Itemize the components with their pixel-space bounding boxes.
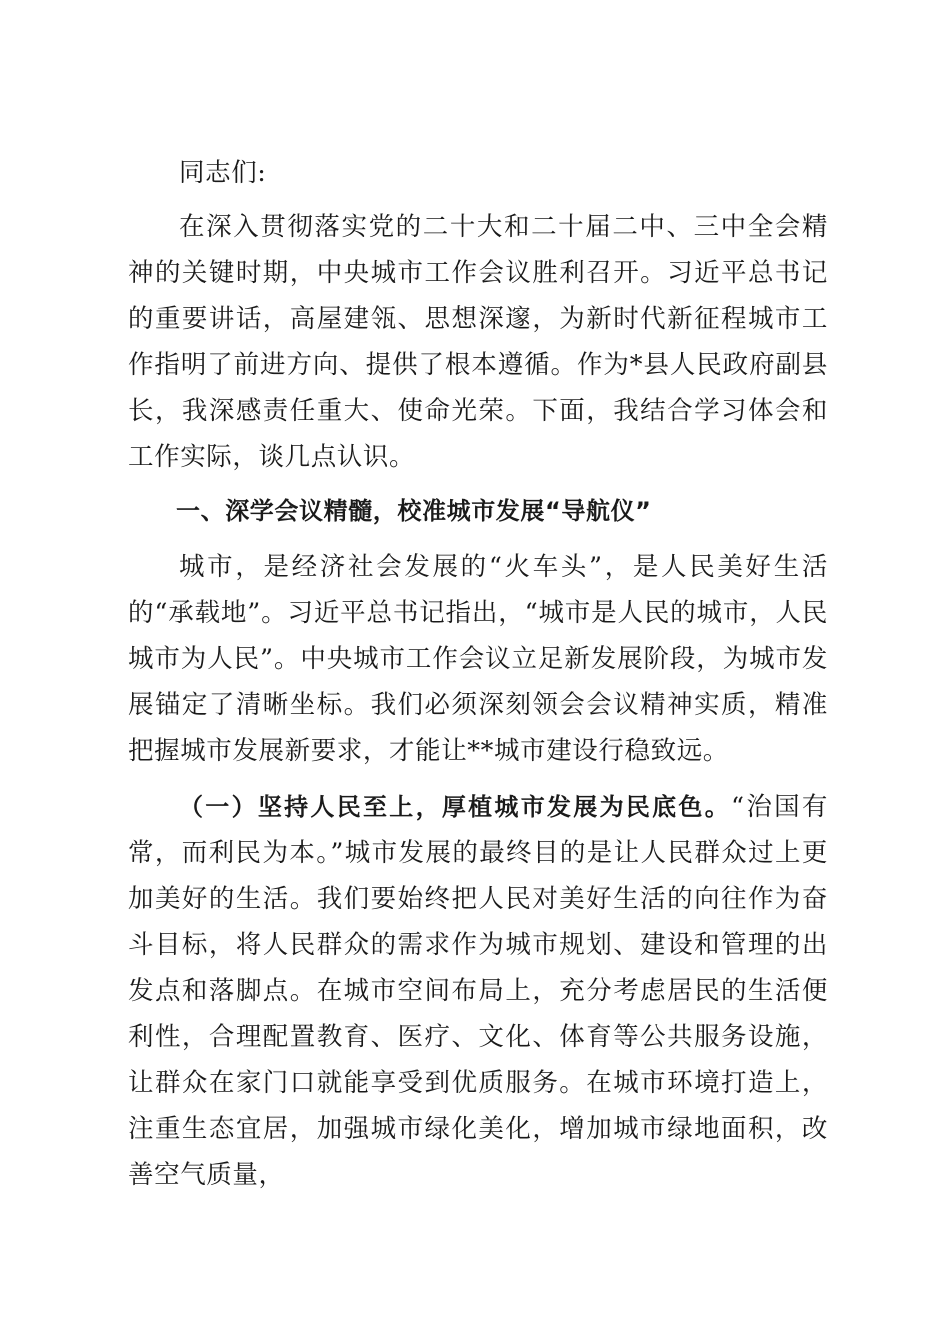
document-body [128, 150, 828, 1198]
section-1-paragraph: 城市，是经济社会发展的“火车头”，是人民美好生活的“承载地”。习近平总书记指出，“城市是人民的城市，人民城市为人民”。中央城市工作会议立足新发展阶段，为城市发展锚定了清晰坐标。我们必须深刻领会会议精神实质，精准把握城市发展新要求，才能让**城市建设行稳致远。 [128, 552, 828, 766]
subsection-1-lead: （一）坚持人民至上，厚植城市发展为民底色。 [179, 793, 731, 821]
greeting: 同志们: [179, 158, 267, 188]
subsection-1-body: “治国有常，而利民为本。”城市发展的最终目的是让人民群众过上更加美好的生活。我们要始终把人民对美好生活的向往作为奋斗目标，将人民群众的需求作为城市规划、建设和管理的出发点和落脚点。在城市空间布局上，充分考虑居民的生活便利性，合理配置教育、医疗、文化、体育等公共服务设施，让群众在家门口就能享受到优质服务。在城市环境打造上，注重生态宜居，加强城市绿化美化，增加城市绿地面积，改善空气质量， [128, 792, 828, 1190]
subsection-1-paragraph [128, 784, 828, 1198]
intro-paragraph: 在深入贯彻落实党的二十大和二十届二中、三中全会精神的关键时期，中央城市工作会议胜利召开。习近平总书记的重要讲话，高屋建瓴、思想深邃，为新时代新征程城市工作指明了前进方向、提供了根本遵循。作为*县人民政府副县长，我深感责任重大、使命光荣。下面，我结合学习体会和工作实际，谈几点认识。 [128, 212, 828, 472]
section-1-heading: 一、深学会议精髓，校准城市发展“导航仪” [176, 497, 652, 525]
